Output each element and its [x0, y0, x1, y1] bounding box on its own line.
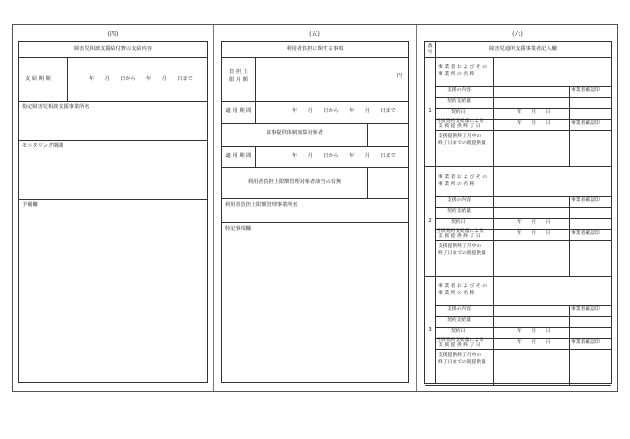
confirm-seal-label: 事業者確認印 — [571, 88, 600, 93]
end-date-value: 年 月 日 — [517, 340, 551, 345]
provider-block-number: 3 — [428, 326, 432, 333]
fold-line-1 — [213, 25, 214, 391]
panel4-table — [18, 41, 208, 383]
provider-block — [428, 167, 611, 276]
remain-label-1: 支援提供終了月中の — [438, 134, 482, 139]
panel5-limit-label-1: 負 担 上 — [229, 69, 248, 75]
support-label: 支援の内容 — [447, 88, 471, 93]
panel5-limit-label-2: 限 月 額 — [229, 77, 248, 83]
provider-name-label: 事 業 者 お よ び そ の 事 業 所 の 名 称 — [438, 284, 488, 296]
contract-date-label: 契約日 — [451, 329, 466, 334]
panel5-mgmt-label: 利用者負担上限額管理対象者該当の有無 — [247, 179, 342, 185]
panel6-header: (六) — [512, 31, 523, 38]
end-date-label-1: 当該契約支給量による — [436, 338, 484, 343]
panel5-limit-unit: 円 — [396, 73, 402, 79]
panel5-notes-label: 特記事項欄 — [225, 226, 251, 232]
end-date-label-2: 支 援 提 供 終 了 日 — [438, 234, 481, 239]
end-date-value: 年 月 日 — [517, 231, 551, 236]
panel5-period-value: 年 月 日から 年 月 日まで — [292, 108, 396, 114]
end-date-label-2: 支 援 提 供 終 了 日 — [438, 124, 481, 129]
remain-label-2: 終了日までの既提供量 — [438, 141, 486, 146]
end-date-label-2: 支 援 提 供 終 了 日 — [438, 343, 481, 348]
remain-label-2: 終了日までの既提供量 — [438, 360, 486, 365]
end-date-value: 年 月 日 — [517, 121, 551, 126]
support-label: 支援の内容 — [447, 198, 471, 203]
panel4-reserve-label: 予備欄 — [22, 202, 38, 208]
panel4-monitoring-label: モニタリング期間 — [22, 143, 64, 149]
panel5-period-label-2: 適 用 期 間 — [225, 153, 252, 159]
remain-label-1: 支援提供終了月中の — [438, 244, 482, 249]
confirm-seal-label: 事業者確認印 — [571, 198, 600, 203]
panel4-period-label: 支 給 期 間 — [25, 76, 51, 82]
panel5-period-label: 適 用 期 間 — [225, 108, 252, 114]
provider-name-label: 事 業 者 お よ び そ の 事 業 所 の 名 称 — [438, 65, 488, 77]
confirm-seal-label: 事業者確認印 — [571, 307, 600, 312]
confirm-seal-label-2: 事業者確認印 — [571, 121, 600, 126]
panel4-header: (四) — [107, 31, 119, 38]
end-date-label-1: 当該契約支給量による — [436, 229, 484, 234]
panel4-period-value: 年 月 日から 年 月 日まで — [89, 76, 193, 82]
provider-block — [428, 57, 611, 166]
panel5-mgmt-provider-label: 利用者負担上限額管理事業所名 — [225, 202, 298, 208]
support-label: 支援の内容 — [447, 307, 471, 312]
contract-date-value: 年 月 日 — [517, 220, 551, 225]
remain-label-2: 終了日までの既提供量 — [438, 251, 486, 256]
panel5-meal-label: 食事提供体制加算対象者 — [265, 130, 324, 136]
panel4-title: 障害児相談支援給付費の支給内容 — [74, 46, 152, 52]
contract-date-value: 年 月 日 — [517, 110, 551, 115]
contract-amount-label: 契約支給量 — [447, 99, 471, 104]
end-date-label-1: 当該契約支給量による — [436, 119, 484, 124]
contract-amount-label: 契約支給量 — [447, 209, 471, 214]
confirm-seal-label-2: 事業者確認印 — [571, 340, 600, 345]
provider-block — [428, 276, 611, 385]
panel6-col-no-2: 号 — [427, 50, 433, 55]
fold-line-2 — [416, 25, 417, 391]
panel6-col-no-1: 番 — [427, 44, 433, 49]
contract-date-label: 契約日 — [451, 110, 466, 115]
contract-amount-label: 契約支給量 — [447, 318, 471, 323]
panel6-table — [424, 41, 612, 384]
contract-date-label: 契約日 — [451, 220, 466, 225]
panel5-title: 利用者負担に関する事項 — [286, 46, 344, 52]
provider-block-number: 1 — [428, 107, 432, 114]
panel4-provider-label: 指定障害児相談支援事業所名 — [22, 104, 90, 110]
panel5-header: (五) — [309, 31, 320, 38]
provider-name-label: 事 業 者 お よ び そ の 事 業 所 の 名 称 — [438, 175, 488, 187]
confirm-seal-label-2: 事業者確認印 — [571, 231, 600, 236]
remain-label-1: 支援提供終了月中の — [438, 353, 482, 358]
panel5-table — [221, 41, 409, 383]
panel6-title: 障害児通所支援事業者記入欄 — [489, 46, 557, 52]
panel5-period-value-2: 年 月 日から 年 月 日まで — [292, 153, 396, 159]
contract-date-value: 年 月 日 — [517, 329, 551, 334]
benefit-certificate-sheet — [12, 24, 618, 392]
provider-block-number: 2 — [428, 217, 432, 224]
